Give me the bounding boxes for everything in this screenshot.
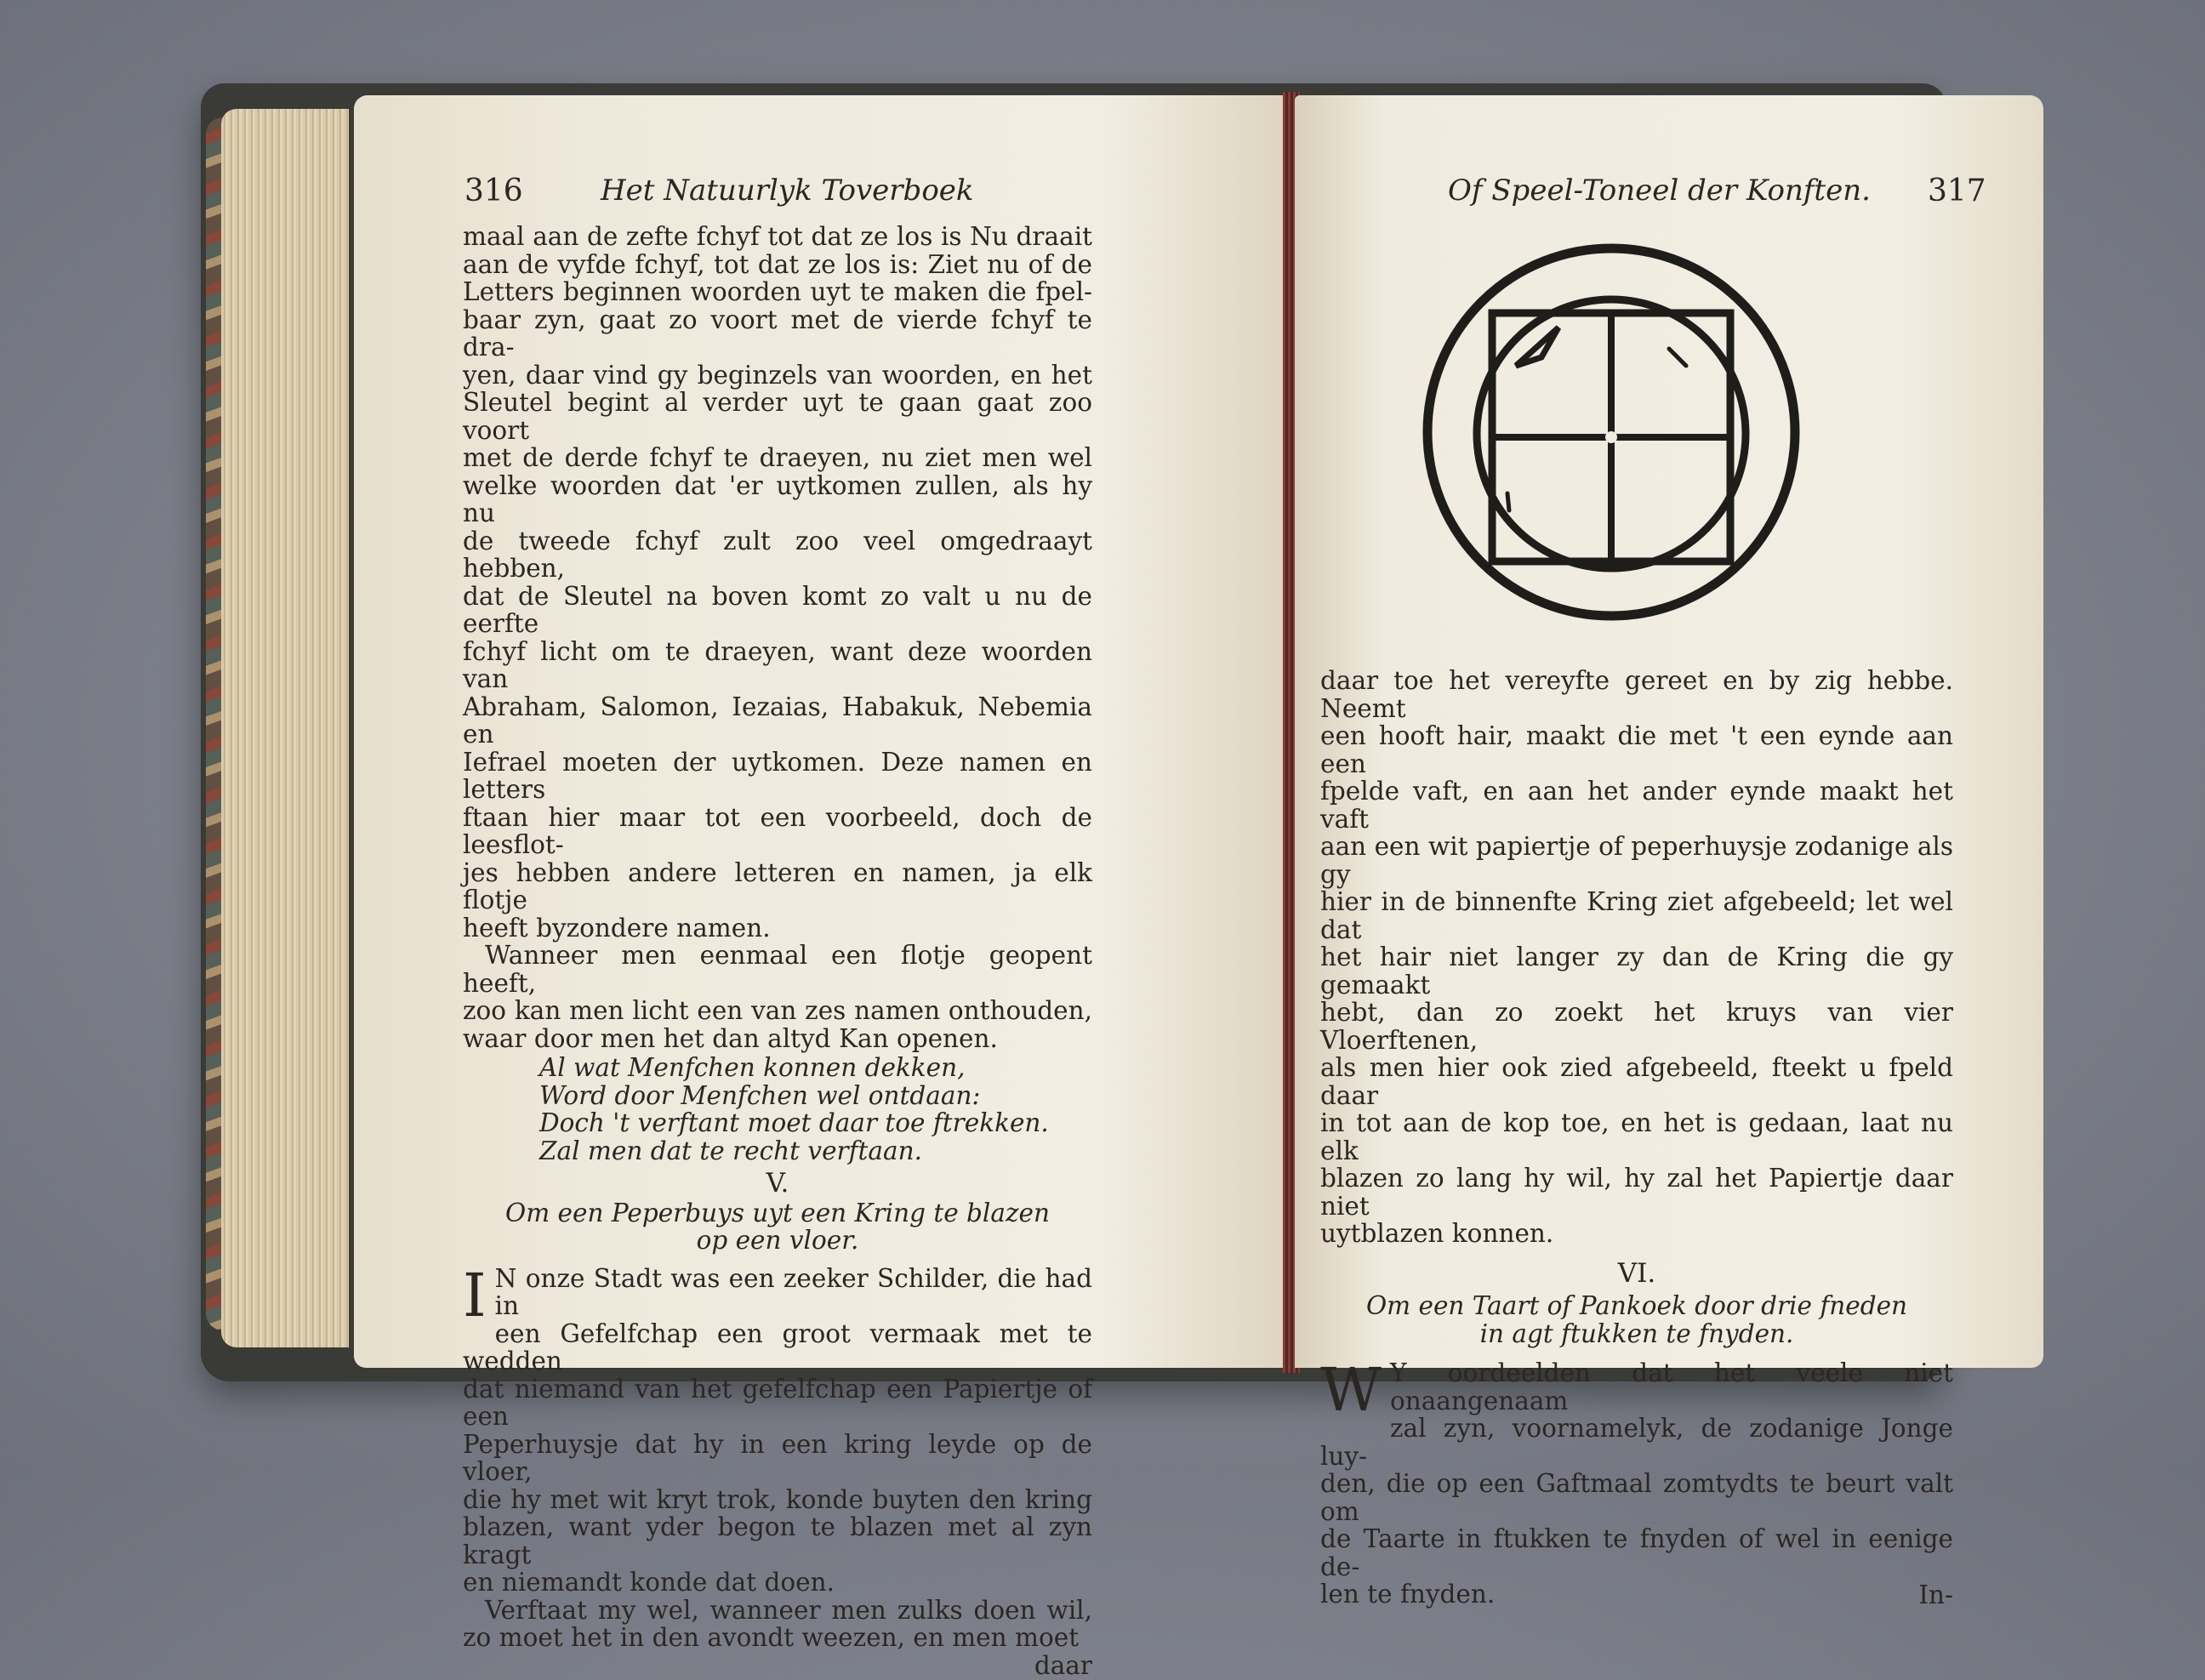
text-line: waar door men het dan altyd Kan openen.: [463, 1023, 998, 1053]
paragraph: [463, 1260, 1092, 1597]
text-line: Word door Menfchen wel ontdaan:: [539, 1080, 981, 1110]
text-line: heeft byzondere namen.: [463, 913, 771, 943]
text-line: Peperhuysje dat hy in een kring leyde op de vloer,: [463, 1429, 1092, 1486]
text-line: Letters beginnen woorden uyt te maken die fpel-: [463, 277, 1092, 306]
paragraph: [463, 223, 1092, 942]
text-line: dat niemand van het gefelfchap een Papiertje of een: [463, 1374, 1092, 1431]
text-line: len te fnyden.: [1320, 1580, 1496, 1609]
text-line: fchyf licht om te draeyen, want deze woorden van: [463, 636, 1092, 693]
text-line: N onze Stadt was een zeeker Schilder, die had in: [494, 1263, 1092, 1320]
text-line: een hooft hair, maakt die met 't een eynde aan een: [1320, 721, 1953, 778]
running-head: Of Speel-Toneel der Konften.: [1448, 174, 1871, 208]
text-line: met de derde fchyf te draeyen, nu ziet men wel: [463, 443, 1092, 472]
verse: [463, 1054, 1092, 1165]
text-column: [1320, 667, 1953, 1609]
text-line: als men hier ook zied afgebeeld, fteekt u fpeld daar: [1320, 1053, 1953, 1110]
text-line: de tweede fchyf zult zoo veel omgedraayt hebben,: [463, 526, 1092, 583]
page-number: 316: [464, 174, 523, 208]
text-line: welke woorden dat 'er uytkomen zullen, als hy nu: [463, 470, 1092, 527]
text-line: Om een Peperbuys uyt een Kring te blazen: [505, 1198, 1050, 1227]
catchword: In-: [1918, 1580, 1953, 1609]
drop-cap: W: [1320, 1355, 1382, 1425]
section-title: [1320, 1292, 1953, 1347]
text-line: hier in de binnenfte Kring ziet afgebeeld; let wel dat: [1320, 887, 1953, 944]
text-line: in agt ftukken te fnyden.: [1479, 1318, 1794, 1348]
drop-cap: I: [463, 1260, 487, 1330]
text-line: uytblazen konnen.: [1320, 1219, 1554, 1248]
paragraph: [463, 1597, 1092, 1652]
text-line: den, die op een Gaftmaal zomtydts te beurt valt om: [1320, 1469, 1953, 1526]
text-line: fpelde vaft, en aan het ander eynde maakt het vaft: [1320, 777, 1953, 834]
paragraph: [463, 942, 1092, 1052]
text-line: Zal men dat te recht verftaan.: [539, 1136, 922, 1165]
text-line: zal zyn, voornamelyk, de zodanige Jonge luy-: [1320, 1414, 1953, 1471]
open-book: [201, 83, 1986, 1680]
text-line: de Taarte in ftukken te fnyden of wel in eenige de-: [1320, 1524, 1953, 1581]
text-line: jes hebben andere letteren en namen, ja elk flotje: [463, 857, 1092, 914]
paragraph: [1320, 667, 1953, 1248]
text-line: blazen zo lang hy wil, hy zal het Papiertje daar niet: [1320, 1164, 1953, 1221]
section-number: V.: [766, 1168, 789, 1199]
text-line: Iefrael moeten der uytkomen. Deze namen en letters: [463, 747, 1092, 804]
text-line: aan een wit papiertje of peperhuysje zodanige als gy: [1320, 832, 1953, 889]
text-line: die hy met wit kryt trok, konde buyten den kring: [463, 1484, 1092, 1514]
text-line: daar toe het vereyfte gereet en by zig hebbe. Neemt: [1320, 666, 1953, 723]
right-page: [1295, 95, 2043, 1609]
text-line: Sleutel begint al verder uyt te gaan gaat zoo voort: [463, 388, 1092, 445]
text-line: Verftaat my wel, wanneer men zulks doen wil,: [485, 1595, 1092, 1625]
running-head: Het Natuurlyk Toverboek: [601, 174, 974, 208]
text-line: en niemandt konde dat doen.: [463, 1568, 835, 1597]
text-line: ftaan hier maar tot een voorbeeld, doch de leesflot-: [463, 802, 1092, 859]
page-number: 317: [1928, 174, 1986, 208]
left-page: [354, 95, 1290, 1680]
catchword: daar: [1034, 1650, 1092, 1680]
text-line: het hair niet langer zy dan de Kring die gy gemaakt: [1320, 943, 1953, 999]
text-line: maal aan de zefte fchyf tot dat ze los is Nu draait: [463, 222, 1092, 251]
text-line: yen, daar vind gy beginzels van woorden, en het: [463, 360, 1092, 390]
text-line: hebt, dan zo zoekt het kruys van vier Vloerftenen,: [1320, 998, 1953, 1055]
text-line: baar zyn, gaat zo voort met de vierde fchyf te dra-: [463, 305, 1092, 362]
blowing-circle-diagram: [1414, 238, 1805, 629]
section-title: [463, 1199, 1092, 1255]
text-column: [463, 223, 1092, 1679]
text-line: Wanneer men eenmaal een flotje geopent heeft,: [463, 941, 1092, 998]
text-line: Y oordeelden dat het veele niet onaangenaam: [1389, 1358, 1953, 1415]
text-line: een Gefelfchap een groot vermaak met te wedden: [463, 1318, 1092, 1375]
text-line: zo moet het in den avondt weezen, en men moet: [463, 1623, 1080, 1652]
text-line: dat de Sleutel na boven komt zo valt u nu de eerfte: [463, 581, 1092, 638]
text-line: Al wat Menfchen konnen dekken,: [539, 1053, 966, 1082]
text-line: op een vloer.: [696, 1226, 859, 1255]
text-line: in tot aan de kop toe, en het is gedaan, laat nu elk: [1320, 1108, 1953, 1165]
text-line: blazen, want yder begon te blazen met al zyn kragt: [463, 1512, 1092, 1569]
text-line: Abraham, Salomon, Iezaias, Habakuk, Nebemia en: [463, 692, 1092, 749]
paragraph: [1320, 1355, 1953, 1609]
text-line: Om een Taart of Pankoek door drie fneden: [1365, 1291, 1908, 1320]
text-line: aan de vyfde fchyf, tot dat ze los is: Ziet nu of de: [463, 249, 1092, 279]
text-line: zoo kan men licht een van zes namen onthouden,: [463, 996, 1092, 1025]
text-line: Doch 't verftant moet daar toe ftrekken.: [539, 1108, 1049, 1137]
section-number: VI.: [1617, 1257, 1656, 1289]
page-edges-left: [221, 109, 349, 1347]
